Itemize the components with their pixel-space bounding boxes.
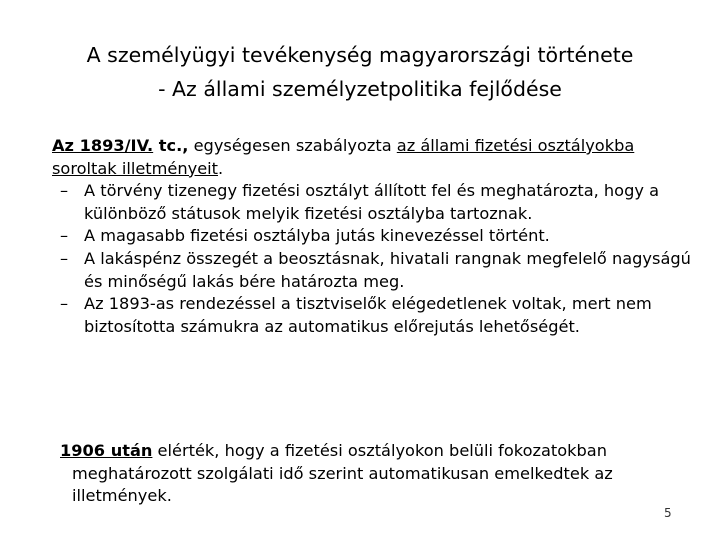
page-number: 5 bbox=[664, 506, 672, 520]
bullet-text: Az 1893-as rendezéssel a tisztviselők elégedetlenek voltak, mert nem biztosította számukra az automatikus előrejutás lehetőségét. bbox=[84, 294, 652, 336]
bullet-text: A törvény tizenegy fizetési osztályt állított fel és meghatározta, hogy a különböző státusok melyik fizetési osztályba tartoznak. bbox=[84, 181, 660, 223]
slide-body bbox=[52, 135, 692, 338]
slide-title-line-1: A személyügyi tevékenység magyarországi története bbox=[86, 43, 634, 67]
law-reference bbox=[52, 136, 188, 155]
law-reference-underlined: Az 1893/IV. bbox=[52, 136, 154, 155]
law-reference-rest: tc., bbox=[153, 136, 189, 155]
dash-marker: – bbox=[60, 248, 69, 268]
bullet-text: A magasabb fizetési osztályba jutás kinevezéssel történt. bbox=[84, 226, 550, 246]
dash-marker: – bbox=[60, 181, 69, 201]
bullet-text: A lakáspénz összegét a beosztásnak, hivatali rangnak megfelelő nagyságú és minőségű lakás bére határozta meg. bbox=[84, 248, 691, 291]
slide-title-line-2: - Az állami személyzetpolitika fejlődése bbox=[158, 77, 562, 101]
underlined-phrase: az állami fizetési osztályokba soroltak illetményeit bbox=[52, 136, 635, 178]
lead-end: . bbox=[218, 158, 224, 178]
year-reference: 1906 után bbox=[60, 441, 153, 460]
bullet-item bbox=[52, 180, 692, 225]
dash-marker: – bbox=[60, 294, 69, 314]
dash-marker: – bbox=[60, 226, 69, 246]
bullet-item bbox=[52, 248, 692, 293]
bullet-list bbox=[52, 180, 692, 338]
bullet-item bbox=[52, 293, 692, 338]
lead-paragraph bbox=[52, 135, 692, 180]
second-paragraph bbox=[60, 440, 704, 508]
bullet-item bbox=[52, 225, 692, 248]
second-paragraph-text: elérték, hogy a fizetési osztályokon belüli fokozatokban meghatározott szolgálati idő szerint automatikusan emelkedtek az illetmények. bbox=[72, 441, 613, 506]
slide-title bbox=[20, 38, 700, 106]
lead-text-mid: egységesen szabályozta bbox=[188, 136, 397, 155]
